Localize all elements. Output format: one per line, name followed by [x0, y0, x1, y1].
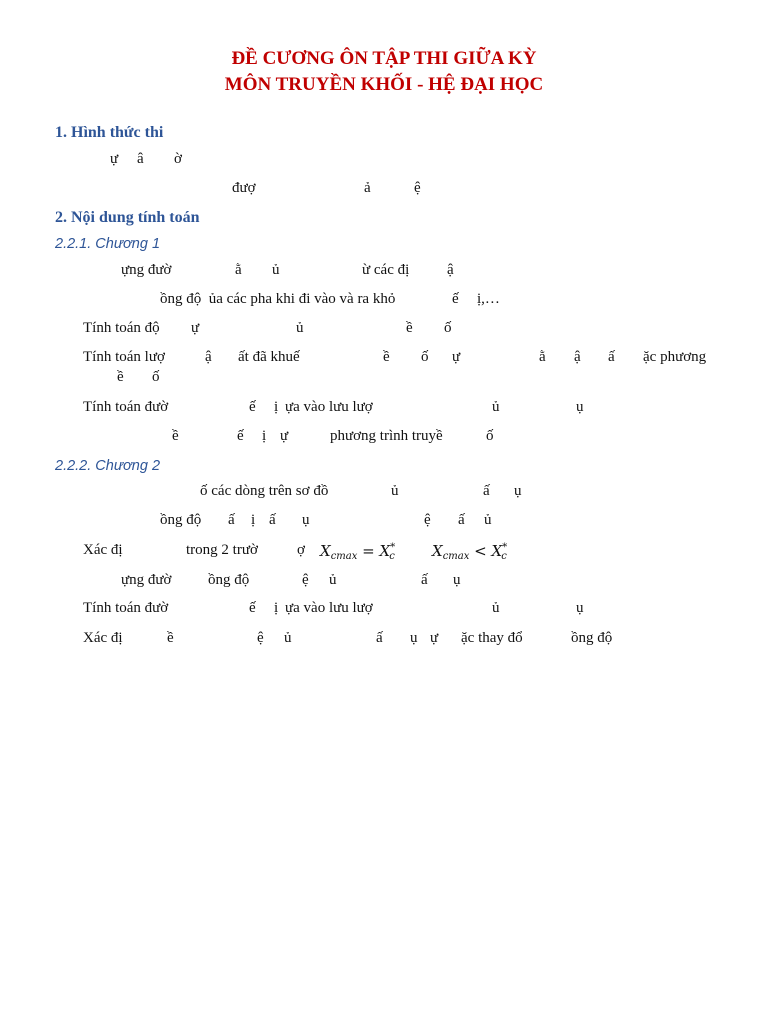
formula-subscript: cmax — [442, 551, 470, 562]
text-fragment: ụ — [576, 600, 584, 616]
text-fragment: ố — [486, 428, 494, 444]
text-fragment: ề — [406, 320, 413, 336]
text-fragment: ấ — [269, 512, 276, 528]
text-fragment: ị — [251, 512, 256, 528]
text-fragment: ủ — [329, 572, 337, 588]
text-fragment: ế — [249, 399, 256, 415]
text-fragment: ằ — [539, 349, 546, 365]
text-fragment: ất đã khuế — [238, 349, 300, 365]
text-fragment: phương trình truyề — [330, 428, 443, 444]
text-fragment: Xác đị — [83, 542, 123, 558]
document-title-line-1: ĐỀ CƯƠNG ÔN TẬP THI GIỮA KỲ — [231, 48, 537, 69]
text-fragment: Tính toán đườ — [83, 399, 169, 415]
text-fragment: ề — [383, 349, 390, 365]
text-fragment: â — [137, 151, 144, 167]
text-fragment: ờ — [174, 151, 182, 167]
text-fragment: ấ — [228, 512, 235, 528]
text-fragment: ủ — [492, 600, 500, 616]
text-fragment: ự — [452, 349, 461, 365]
text-fragment: ồng độ — [208, 572, 250, 588]
text-fragment: ế — [249, 600, 256, 616]
text-fragment: ủ — [284, 630, 292, 646]
text-fragment: ậ — [447, 262, 454, 278]
formula-operator: < — [474, 542, 487, 560]
text-fragment: ủ — [484, 512, 492, 528]
subsection-heading-chapter-2: 2.2.2. Chương 2 — [55, 458, 161, 474]
text-fragment: ệ — [424, 512, 431, 528]
text-fragment: Tính toán đườ — [83, 600, 169, 616]
formula-rhs-subscript: c — [501, 551, 507, 562]
formula-superscript: * — [502, 542, 508, 553]
text-fragment: ựng đườ — [121, 572, 172, 588]
section-heading-calculation-content: 2. Nội dung tính toán — [55, 209, 200, 226]
text-fragment: ừ các đị — [362, 262, 410, 278]
formula-xcmax-equals-xc-star — [320, 539, 395, 566]
text-fragment: ằ — [235, 262, 242, 278]
formula-var: X — [432, 542, 443, 560]
text-fragment: Xác đị — [83, 630, 123, 646]
formula-superscript: * — [390, 542, 396, 553]
text-fragment: ị — [262, 428, 267, 444]
text-fragment: ấ — [483, 483, 490, 499]
text-fragment: ự — [280, 428, 289, 444]
text-fragment: ụ — [576, 399, 584, 415]
text-fragment: ế — [452, 291, 459, 307]
text-fragment: ấ — [376, 630, 383, 646]
text-fragment: ồng độ — [160, 512, 202, 528]
text-fragment: ợ — [297, 542, 305, 558]
text-fragment: ả — [364, 180, 371, 196]
text-fragment: ề — [167, 630, 174, 646]
text-fragment: ựa vào lưu lượ — [285, 399, 373, 415]
section-heading-exam-format: 1. Hình thức thi — [55, 124, 164, 141]
text-fragment: ố các dòng trên sơ đồ — [200, 483, 329, 499]
document-title-line-2: MÔN TRUYỀN KHỐI - HỆ ĐẠI HỌC — [224, 74, 544, 95]
subsection-heading-chapter-1: 2.2.1. Chương 1 — [55, 236, 161, 252]
text-fragment: ụ — [453, 572, 461, 588]
text-fragment: ựa vào lưu lượ — [285, 600, 373, 616]
text-fragment: ủ — [391, 483, 399, 499]
text-fragment: ụ — [302, 512, 310, 528]
text-fragment: ụ — [514, 483, 522, 499]
text-fragment: ị — [274, 399, 279, 415]
text-fragment: ố — [421, 349, 429, 365]
text-fragment: ủ — [296, 320, 304, 336]
text-fragment: ặc thay đổ — [461, 630, 523, 646]
text-fragment: ự — [110, 151, 119, 167]
text-fragment: ặc phương — [643, 349, 707, 365]
formula-rhs-subscript: c — [389, 551, 395, 562]
text-fragment: ồng độ ủa các pha khi đi vào và ra khỏ — [160, 291, 396, 307]
text-fragment: ệ — [414, 180, 421, 196]
text-fragment: ự — [430, 630, 439, 646]
text-fragment: ị,… — [477, 291, 500, 307]
text-fragment: ấ — [458, 512, 465, 528]
formula-rhs: X — [491, 542, 503, 560]
text-fragment: Tính toán lượ — [83, 349, 165, 365]
text-fragment: ấ — [421, 572, 428, 588]
text-fragment: trong 2 trườ — [186, 542, 258, 558]
formula-var: X — [320, 542, 331, 560]
text-fragment: ị — [274, 600, 279, 616]
text-fragment: ủ — [492, 399, 500, 415]
text-fragment: ựng đườ — [121, 262, 172, 278]
text-fragment: ế — [237, 428, 244, 444]
formula-operator: = — [362, 542, 375, 560]
text-fragment: ấ — [608, 349, 615, 365]
text-fragment: ồng độ — [571, 630, 613, 646]
text-fragment: ố — [444, 320, 452, 336]
formula-rhs: X — [379, 542, 391, 560]
text-fragment: ậ — [574, 349, 581, 365]
text-fragment: ệ — [302, 572, 309, 588]
text-fragment: Tính toán độ — [83, 320, 160, 336]
text-fragment: ậ — [205, 349, 212, 365]
text-fragment: ề — [117, 369, 124, 385]
text-fragment: ự — [191, 320, 200, 336]
text-fragment: đượ — [232, 180, 256, 196]
text-fragment: ề — [172, 428, 179, 444]
formula-subscript: cmax — [330, 551, 358, 562]
text-fragment: ệ — [257, 630, 264, 646]
text-fragment: ủ — [272, 262, 280, 278]
text-fragment: ụ — [410, 630, 418, 646]
formula-xcmax-less-than-xc-star — [432, 539, 507, 566]
text-fragment: ố — [152, 369, 160, 385]
